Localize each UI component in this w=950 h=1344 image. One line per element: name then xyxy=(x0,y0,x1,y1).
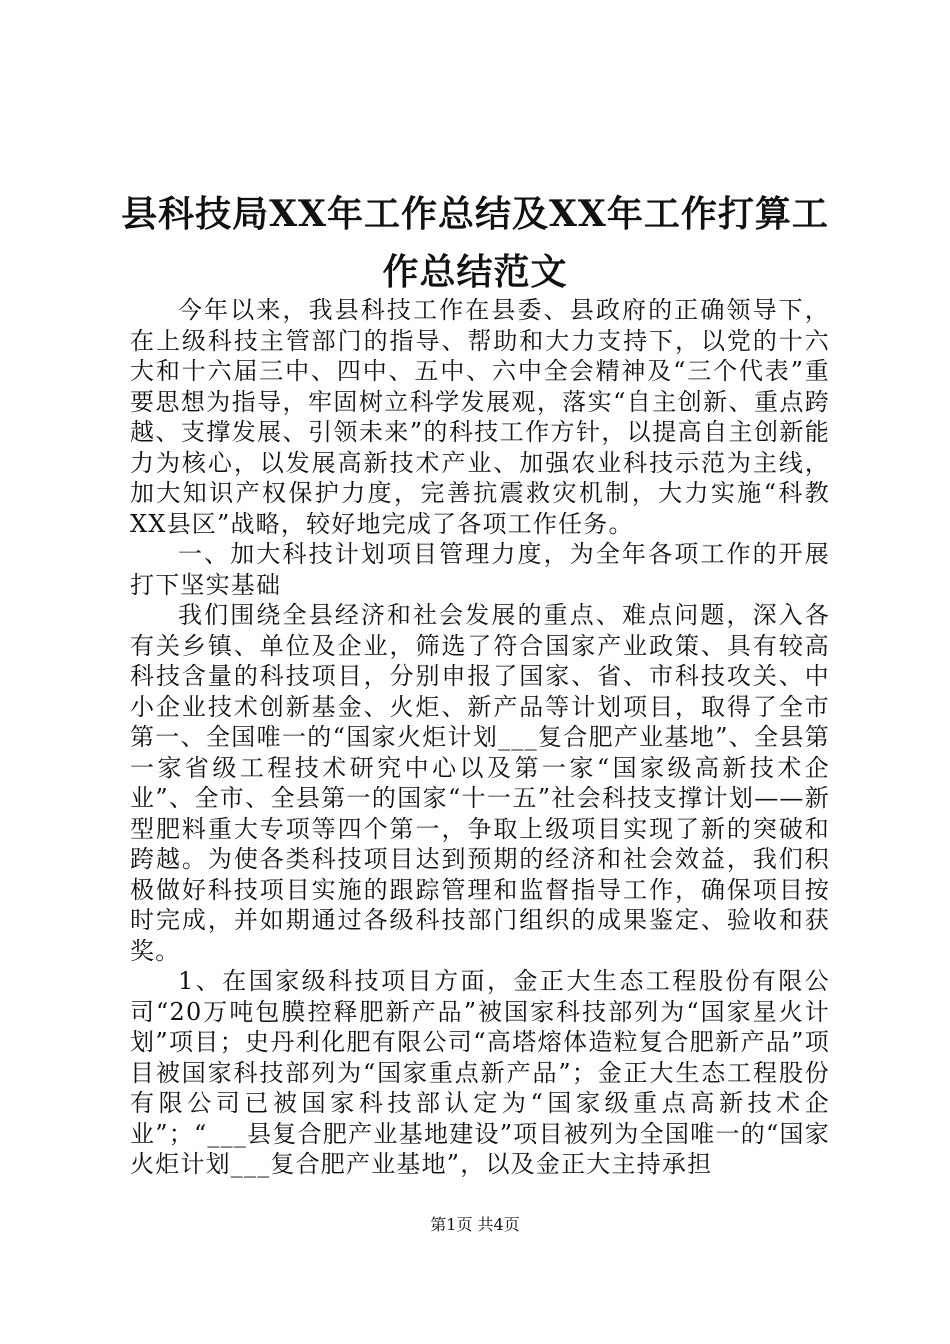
paragraph-projects: 我们围绕全县经济和社会发展的重点、难点问题，深入各有关乡镇、单位及企业，筛选了符合国家产业政策、具有较高科技含量的科技项目，分别申报了国家、省、市科技攻关、中小企业技术创新基金、火炬、新产品等计划项目，取得了全市第一、全国唯一的“国家火炬计划___复合肥产业基地”、全县第一家省级工程技术研究中心以及第一家“国家级高新技术企业”、全市、全县第一的国家“十一五”社会科技支撑计划——新型肥料重大专项等四个第一，争取上级项目实现了新的突破和跨越。为使各类科技项目达到预期的经济和社会效益，我们积极做好科技项目实施的跟踪管理和监督指导工作，确保项目按时完成，并如期通过各级科技部门组织的成果鉴定、验收和获奖。 xyxy=(130,601,830,965)
document-body xyxy=(130,295,830,1180)
paragraph-section-heading: 一、加大科技计划项目管理力度，为全年各项工作的开展打下坚实基础 xyxy=(130,540,830,599)
paragraph-intro: 今年以来，我县科技工作在县委、县政府的正确领导下，在上级科技主管部门的指导、帮助和大力支持下，以党的十六大和十六届三中、四中、五中、六中全会精神及“三个代表”重要思想为指导，牢固树立科学发展观，落实“自主创新、重点跨越、支撑发展、引领未来”的科技工作方针，以提高自主创新能力为核心，以发展高新技术产业、加强农业科技示范为主线，加大知识产权保护力度，完善抗震救灾机制，大力实施“科教XX县区”战略，较好地完成了各项工作任务。 xyxy=(130,296,830,538)
paragraph-national-projects: 1、在国家级科技项目方面，金正大生态工程股份有限公司“20万吨包膜控释肥新产品”被国家科技部列为“国家星火计划”项目；史丹利化肥有限公司“高塔熔体造粒复合肥新产品”项目被国家科技部列为“国家重点新产品”；金正大生态工程股份有限公司已被国家科技部认定为“国家级重点高新技术企业”；“___县复合肥产业基地建设”项目被列为全国唯一的“国家火炬计划___复合肥产业基地”，以及金正大主持承担 xyxy=(130,967,830,1178)
document-title: 县科技局XX年工作总结及XX年工作打算工作总结范文 xyxy=(121,193,829,293)
page-footer: 第1页 共4页 xyxy=(430,1215,520,1234)
